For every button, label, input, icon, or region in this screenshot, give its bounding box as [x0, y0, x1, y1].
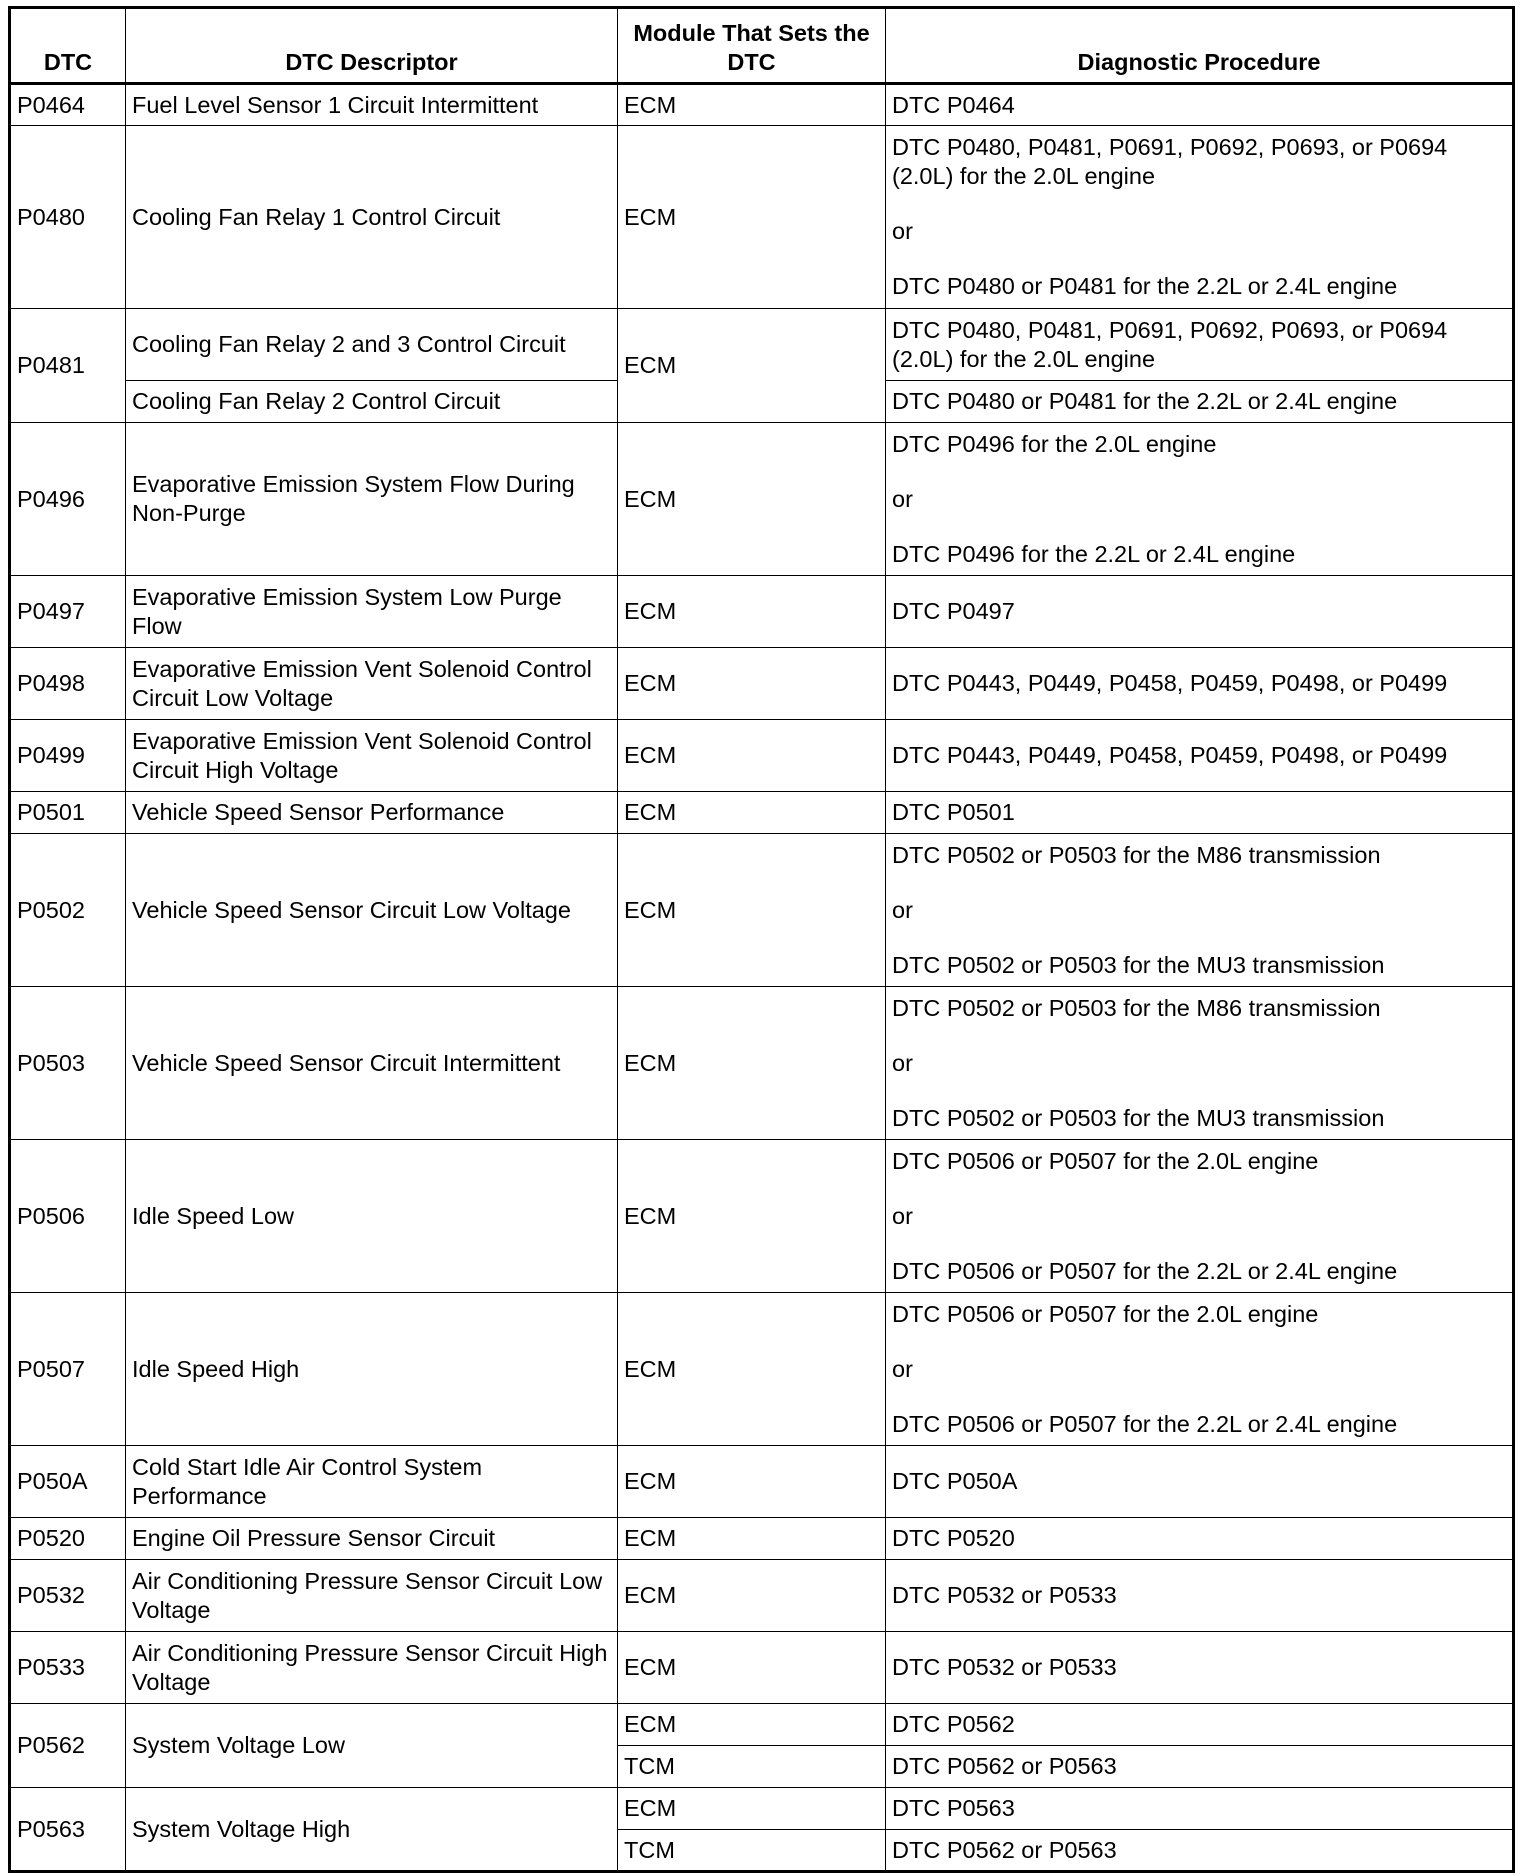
diagnostic-procedure-cell: [886, 1140, 1514, 1293]
procedure-link-text: DTC P0562: [892, 1711, 1015, 1737]
dtc-descriptor-cell: Idle Speed High: [126, 1293, 618, 1446]
procedure-link-text: DTC P0532 or P0533: [892, 1582, 1117, 1608]
dtc-table-body: [10, 84, 1514, 1872]
procedure-link-text: DTC P0496 for the 2.0L engine: [892, 430, 1217, 457]
module-cell: TCM: [618, 1746, 886, 1788]
procedure-link-text: DTC P0506 or P0507 for the 2.0L engine: [892, 1300, 1319, 1327]
line-gap: [892, 246, 1506, 272]
dtc-descriptor-cell: Vehicle Speed Sensor Circuit Intermittent: [126, 987, 618, 1140]
procedure-link-text: DTC P0480 or P0481 for the 2.2L or 2.4L engine: [892, 273, 1398, 299]
dtc-descriptor-cell: System Voltage High: [126, 1788, 618, 1872]
table-row: [10, 576, 1514, 648]
diagnostic-procedure-cell: [886, 1632, 1514, 1704]
diagnostic-procedure-cell: [886, 1560, 1514, 1632]
procedure-link-text: or: [892, 1049, 913, 1076]
module-cell: TCM: [618, 1830, 886, 1872]
table-row: [10, 84, 1514, 126]
header-procedure: Diagnostic Procedure: [886, 8, 1514, 84]
table-row: [10, 1140, 1514, 1293]
dtc-descriptor-cell: Idle Speed Low: [126, 1140, 618, 1293]
module-cell: ECM: [618, 1560, 886, 1632]
dtc-code-cell: P0481: [10, 309, 126, 423]
line-gap: [892, 191, 1506, 217]
dtc-descriptor-cell: Engine Oil Pressure Sensor Circuit: [126, 1518, 618, 1560]
module-cell: ECM: [618, 648, 886, 720]
diagnostic-procedure-cell: [886, 381, 1514, 423]
procedure-link-text: DTC P0506 or P0507 for the 2.0L engine: [892, 1147, 1319, 1174]
line-gap: [892, 925, 1506, 951]
table-row: [10, 1788, 1514, 1830]
line-gap: [892, 1023, 1506, 1049]
diagnostic-procedure-cell: [886, 1293, 1514, 1446]
module-cell: ECM: [618, 987, 886, 1140]
dtc-descriptor-cell: Vehicle Speed Sensor Performance: [126, 792, 618, 834]
diagnostic-procedure-cell: [886, 987, 1514, 1140]
procedure-link-text: DTC P050A: [892, 1468, 1018, 1494]
procedure-link-text: DTC P0562 or P0563: [892, 1836, 1117, 1863]
procedure-link-text: DTC P0502 or P0503 for the MU3 transmission: [892, 951, 1385, 978]
dtc-descriptor-cell: Cold Start Idle Air Control System Performance: [126, 1446, 618, 1518]
procedure-link-text: or: [892, 1355, 913, 1382]
diagnostic-procedure-cell: [886, 648, 1514, 720]
dtc-code-cell: P0503: [10, 987, 126, 1140]
line-gap: [892, 1176, 1506, 1202]
dtc-code-cell: P0464: [10, 84, 126, 126]
module-cell: ECM: [618, 576, 886, 648]
table-row: [10, 1446, 1514, 1518]
module-cell: ECM: [618, 1518, 886, 1560]
procedure-link-text: DTC P0501: [892, 799, 1015, 825]
line-gap: [892, 459, 1506, 485]
dtc-code-cell: P050A: [10, 1446, 126, 1518]
diagnostic-procedure-cell: [886, 84, 1514, 126]
dtc-code-cell: P0532: [10, 1560, 126, 1632]
line-gap: [892, 870, 1506, 896]
dtc-descriptor-cell: Cooling Fan Relay 1 Control Circuit: [126, 126, 618, 309]
dtc-code-cell: P0501: [10, 792, 126, 834]
dtc-code-cell: P0563: [10, 1788, 126, 1872]
procedure-link-text: DTC P0443, P0449, P0458, P0459, P0498, or P0499: [892, 670, 1448, 696]
procedure-link-text: or: [892, 218, 913, 244]
line-gap: [892, 514, 1506, 540]
procedure-link-text: DTC P0520: [892, 1525, 1015, 1551]
table-row: [10, 1518, 1514, 1560]
dtc-code-cell: P0502: [10, 834, 126, 987]
diagnostic-procedure-cell: [886, 423, 1514, 576]
procedure-link-text: DTC P0497: [892, 598, 1015, 624]
dtc-table-sheet: [8, 6, 1512, 1873]
procedure-link-text: DTC P0532 or P0533: [892, 1654, 1117, 1680]
table-row: [10, 720, 1514, 792]
module-cell: ECM: [618, 84, 886, 126]
table-row: [10, 648, 1514, 720]
table-row: [10, 1293, 1514, 1446]
diagnostic-procedure-cell: [886, 1446, 1514, 1518]
module-cell: ECM: [618, 1704, 886, 1746]
header-descriptor: DTC Descriptor: [126, 8, 618, 84]
diagnostic-procedure-cell: [886, 1704, 1514, 1746]
procedure-link-text: DTC P0480 or P0481 for the 2.2L or 2.4L engine: [892, 388, 1398, 414]
procedure-link-text: DTC P0480, P0481, P0691, P0692, P0693, or P0694 (2.0L) for the 2.0L engine: [892, 134, 1448, 189]
diagnostic-procedure-cell: [886, 126, 1514, 309]
module-cell: ECM: [618, 720, 886, 792]
module-cell: ECM: [618, 126, 886, 309]
table-row: [10, 834, 1514, 987]
procedure-link-text: DTC P0480, P0481, P0691, P0692, P0693, or P0694 (2.0L) for the 2.0L engine: [892, 316, 1448, 372]
dtc-descriptor-cell: Vehicle Speed Sensor Circuit Low Voltage: [126, 834, 618, 987]
dtc-descriptor-cell: System Voltage Low: [126, 1704, 618, 1788]
dtc-descriptor-cell: Fuel Level Sensor 1 Circuit Intermittent: [126, 84, 618, 126]
procedure-link-text: DTC P0502 or P0503 for the MU3 transmission: [892, 1104, 1385, 1131]
procedure-link-text: or: [892, 485, 913, 512]
diagnostic-procedure-cell: [886, 309, 1514, 381]
line-gap: [892, 1078, 1506, 1104]
line-gap: [892, 1329, 1506, 1355]
table-row: [10, 126, 1514, 309]
procedure-link-text: DTC P0563: [892, 1795, 1015, 1821]
header-dtc: DTC: [10, 8, 126, 84]
dtc-descriptor-cell: Air Conditioning Pressure Sensor Circuit High Voltage: [126, 1632, 618, 1704]
module-cell: ECM: [618, 1293, 886, 1446]
procedure-link-text: DTC P0443, P0449, P0458, P0459, P0498, or P0499: [892, 742, 1448, 768]
dtc-code-cell: P0499: [10, 720, 126, 792]
diagnostic-procedure-cell: [886, 792, 1514, 834]
line-gap: [892, 1231, 1506, 1257]
procedure-link-text: DTC P0562 or P0563: [892, 1753, 1117, 1779]
diagnostic-procedure-cell: [886, 1788, 1514, 1830]
dtc-descriptor-cell: Evaporative Emission System Low Purge Flow: [126, 576, 618, 648]
table-row: [10, 309, 1514, 381]
dtc-code-cell: P0506: [10, 1140, 126, 1293]
procedure-link-text: DTC P0506 or P0507 for the 2.2L or 2.4L engine: [892, 1257, 1398, 1284]
module-cell: ECM: [618, 792, 886, 834]
procedure-link-text: DTC P0502 or P0503 for the M86 transmission: [892, 994, 1381, 1021]
procedure-link-text: DTC P0502 or P0503 for the M86 transmission: [892, 841, 1381, 868]
diagnostic-procedure-cell: [886, 1746, 1514, 1788]
header-row: [10, 8, 1514, 84]
module-cell: ECM: [618, 1788, 886, 1830]
diagnostic-procedure-cell: [886, 720, 1514, 792]
table-row: [10, 987, 1514, 1140]
dtc-code-cell: P0520: [10, 1518, 126, 1560]
table-row: [10, 1560, 1514, 1632]
module-cell: ECM: [618, 309, 886, 423]
module-cell: ECM: [618, 1140, 886, 1293]
dtc-code-cell: P0497: [10, 576, 126, 648]
table-row: [10, 423, 1514, 576]
table-row: [10, 1632, 1514, 1704]
module-cell: ECM: [618, 1446, 886, 1518]
dtc-descriptor-cell: Evaporative Emission System Flow During Non-Purge: [126, 423, 618, 576]
table-row: [10, 792, 1514, 834]
procedure-link-text: or: [892, 1202, 913, 1229]
procedure-link-text: DTC P0496 for the 2.2L or 2.4L engine: [892, 540, 1296, 567]
table-row: [10, 1704, 1514, 1746]
dtc-table: [8, 6, 1515, 1873]
dtc-code-cell: P0562: [10, 1704, 126, 1788]
dtc-code-cell: P0507: [10, 1293, 126, 1446]
dtc-descriptor-cell: Evaporative Emission Vent Solenoid Control Circuit High Voltage: [126, 720, 618, 792]
procedure-link-text: DTC P0506 or P0507 for the 2.2L or 2.4L engine: [892, 1410, 1398, 1437]
dtc-descriptor-cell: Cooling Fan Relay 2 and 3 Control Circuit: [126, 309, 618, 381]
dtc-descriptor-cell: Cooling Fan Relay 2 Control Circuit: [126, 381, 618, 423]
procedure-link-text: or: [892, 896, 913, 923]
diagnostic-procedure-cell: [886, 1518, 1514, 1560]
dtc-code-cell: P0496: [10, 423, 126, 576]
module-cell: ECM: [618, 1632, 886, 1704]
dtc-descriptor-cell: Evaporative Emission Vent Solenoid Control Circuit Low Voltage: [126, 648, 618, 720]
dtc-code-cell: P0533: [10, 1632, 126, 1704]
diagnostic-procedure-cell: [886, 576, 1514, 648]
diagnostic-procedure-cell: [886, 1830, 1514, 1872]
procedure-link-text: DTC P0464: [892, 91, 1015, 118]
dtc-code-cell: P0480: [10, 126, 126, 309]
line-gap: [892, 1384, 1506, 1410]
dtc-descriptor-cell: Air Conditioning Pressure Sensor Circuit Low Voltage: [126, 1560, 618, 1632]
module-cell: ECM: [618, 423, 886, 576]
diagnostic-procedure-cell: [886, 834, 1514, 987]
module-cell: ECM: [618, 834, 886, 987]
header-module: Module That Sets the DTC: [618, 8, 886, 84]
dtc-code-cell: P0498: [10, 648, 126, 720]
